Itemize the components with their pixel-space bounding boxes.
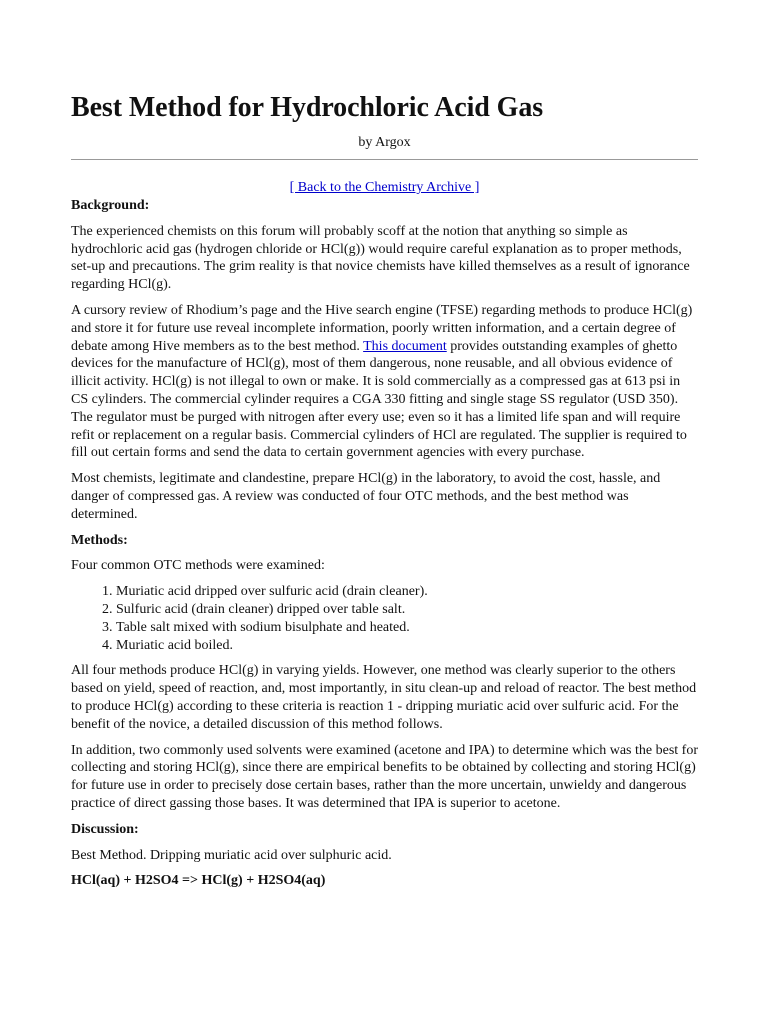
background-paragraph-2-text-a: A cursory review of Rhodium’s page and the Hive search engine (TFSE) regarding methods to produce HCl(g) and store it for future use reveal incomplete information, poorly written information, and a certain degree of debate among Hive members as to the best method. [71, 302, 693, 354]
methods-paragraph-1: All four methods produce HCl(g) in varying yields. However, one method was clearly superior to the others based on yield, speed of reaction, and, most importantly, in situ clean-up and reload of reactor. The best method to produce HCl(g) according to these criteria is reaction 1 - dripping muriatic acid over sulfuric acid. For the benefit of the novice, a detailed discussion of this method follows. [71, 663, 697, 732]
list-item: 4. Muriatic acid boiled. [116, 637, 698, 655]
background-paragraph-3: Most chemists, legitimate and clandestine, prepare HCl(g) in the laboratory, to avoid the cost, hassle, and danger of compressed gas. A review was conducted of four OTC methods, and the best method was determined. [71, 471, 661, 522]
author-byline: by Argox [358, 135, 411, 150]
background-paragraph-2-text-b: provides outstanding examples of ghetto devices for the manufacture of HCl(g), most of them dangerous, none reusable, and all obvious evidence of illicit activity. HCl(g) is not illegal to own or make. It is sold commercially as a compressed gas at 613 psi in CS cylinders. The commercial cylinder requires a CGA 330 fitting and single stage SS regulator (USD 350). The regulator must be purged with nitrogen after every use; even so it has a limited life span and will require refit or replacement on a regular basis. Commercial cylinders of HCl are regulated. The supplier is required to fill out certain forms and send the data to certain government agencies with every purchase. [71, 338, 687, 461]
methods-intro: Four common OTC methods were examined: [71, 558, 325, 574]
this-document-link[interactable]: This document [363, 338, 447, 354]
discussion-paragraph-1: Best Method. Dripping muriatic acid over sulphuric acid. [71, 847, 392, 863]
background-heading: Background: [71, 198, 150, 213]
methods-list [71, 583, 698, 654]
list-item: 2. Sulfuric acid (drain cleaner) dripped over table salt. [116, 601, 698, 619]
background-paragraph-1: The experienced chemists on this forum will probably scoff at the notion that anything so simple as hydrochloric acid gas (hydrogen chloride or HCl(g)) would require careful explanation as to proper methods, set-up and precautions. The grim reality is that novice chemists have killed themselves as a result of ignorance regarding HCl(g). [71, 223, 690, 293]
nav-row [71, 179, 698, 197]
reaction-equation: HCl(aq) + H2SO4 => HCl(g) + H2SO4(aq) [71, 873, 326, 889]
title-divider [71, 159, 698, 160]
methods-paragraph-2: In addition, two commonly used solvents were examined (acetone and IPA) to determine which was the best for collecting and storing HCl(g), since there are empirical benefits to be obtained by collecting and storing HCl(g) for future use in order to precisely dose certain bases, rather than the more uncertain, unwieldy and dangerous practice of direct gassing those bases. It was determined that IPA is superior to acetone. [71, 742, 698, 811]
page-title: Best Method for Hydrochloric Acid Gas [71, 92, 544, 123]
list-item: 1. Muriatic acid dripped over sulfuric acid (drain cleaner). [116, 583, 698, 601]
methods-heading: Methods: [71, 532, 128, 548]
back-to-archive-link[interactable]: [ Back to the Chemistry Archive ] [289, 180, 480, 195]
background-paragraph-2 [71, 302, 698, 462]
list-item: 3. Table salt mixed with sodium bisulphate and heated. [116, 619, 698, 637]
discussion-heading: Discussion: [71, 821, 139, 837]
